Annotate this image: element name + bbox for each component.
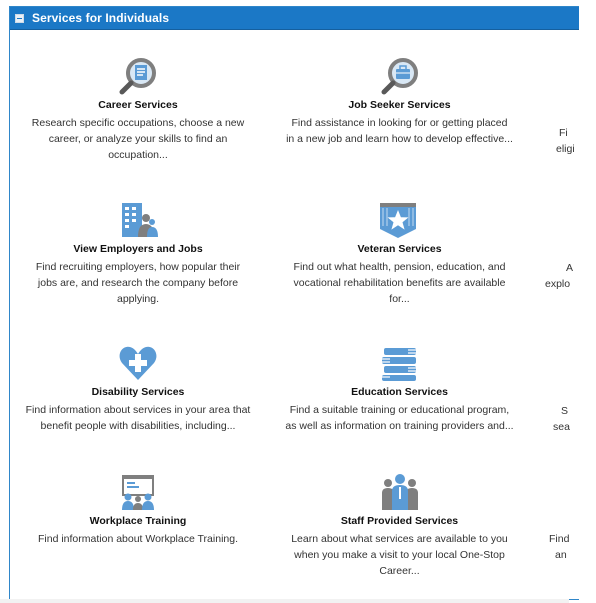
magnifier-briefcase-icon xyxy=(380,57,420,95)
tile-career-services[interactable] xyxy=(14,57,262,167)
tile-view-employers-and-jobs[interactable] xyxy=(14,201,262,311)
tile-description: Find a suitable training or educational program, as well as information on training providers and... xyxy=(285,404,514,432)
tile-disability-services[interactable] xyxy=(14,344,262,454)
bottom-strip xyxy=(0,599,569,603)
partial-text: A xyxy=(566,262,574,274)
services-for-individuals-panel xyxy=(9,6,579,600)
services-grid xyxy=(10,29,579,599)
tile-description: Research specific occupations, choose a new career, or analyze your skills to find an occupation... xyxy=(31,117,245,161)
panel-title: Services for Individuals xyxy=(32,11,170,25)
tile-description: Find out what health, pension, education, and vocational rehabilitation benefits are available for... xyxy=(293,261,506,305)
tile-title: Disability Services xyxy=(91,386,185,398)
tile-title: Staff Provided Services xyxy=(340,515,459,527)
collapse-icon[interactable] xyxy=(15,14,24,23)
partial-text: eligi xyxy=(556,143,575,155)
partial-text: explo xyxy=(545,278,571,290)
tile-partial-right-3[interactable] xyxy=(553,403,593,443)
partial-text: an xyxy=(555,549,567,561)
panel-header[interactable] xyxy=(10,7,579,30)
tile-partial-right-2[interactable] xyxy=(545,260,595,300)
group-of-people-icon xyxy=(380,473,420,511)
tile-title: View Employers and Jobs xyxy=(73,243,203,255)
heart-plus-icon xyxy=(118,344,158,382)
tile-description: Find recruiting employers, how popular their jobs are, and research the company before applying. xyxy=(35,261,241,305)
partial-text: Find xyxy=(549,533,570,545)
veteran-shield-star-icon xyxy=(378,201,418,239)
presentation-board-people-icon xyxy=(118,473,158,511)
tile-description: Find information about Workplace Training. xyxy=(38,533,238,545)
partial-text: S xyxy=(561,405,569,417)
office-building-people-icon xyxy=(118,201,158,239)
tile-title: Workplace Training xyxy=(89,515,187,527)
magnifier-document-icon xyxy=(118,57,158,95)
tile-title: Job Seeker Services xyxy=(348,99,451,111)
tile-description: Find assistance in looking for or getting placed in a new job and learn how to develop effective... xyxy=(286,117,513,145)
tile-job-seeker-services[interactable] xyxy=(272,57,527,167)
tile-title: Career Services xyxy=(98,99,178,111)
tile-workplace-training[interactable] xyxy=(14,473,262,583)
tile-description: Find information about services in your area that benefit people with disabilities, including... xyxy=(25,404,251,432)
tile-title: Education Services xyxy=(351,386,448,398)
tile-title: Veteran Services xyxy=(357,243,442,255)
stack-of-books-icon xyxy=(380,344,420,382)
partial-text: Fi xyxy=(559,127,568,139)
tile-veteran-services[interactable] xyxy=(272,201,527,311)
tile-description: Learn about what services are available to you when you make a visit to your local One-Stop Career... xyxy=(291,533,508,577)
tile-staff-provided-services[interactable] xyxy=(272,473,527,583)
tile-education-services[interactable] xyxy=(272,344,527,454)
tile-partial-right-1[interactable] xyxy=(556,125,596,165)
tile-partial-right-4[interactable] xyxy=(549,531,589,571)
partial-text: sea xyxy=(553,421,570,433)
